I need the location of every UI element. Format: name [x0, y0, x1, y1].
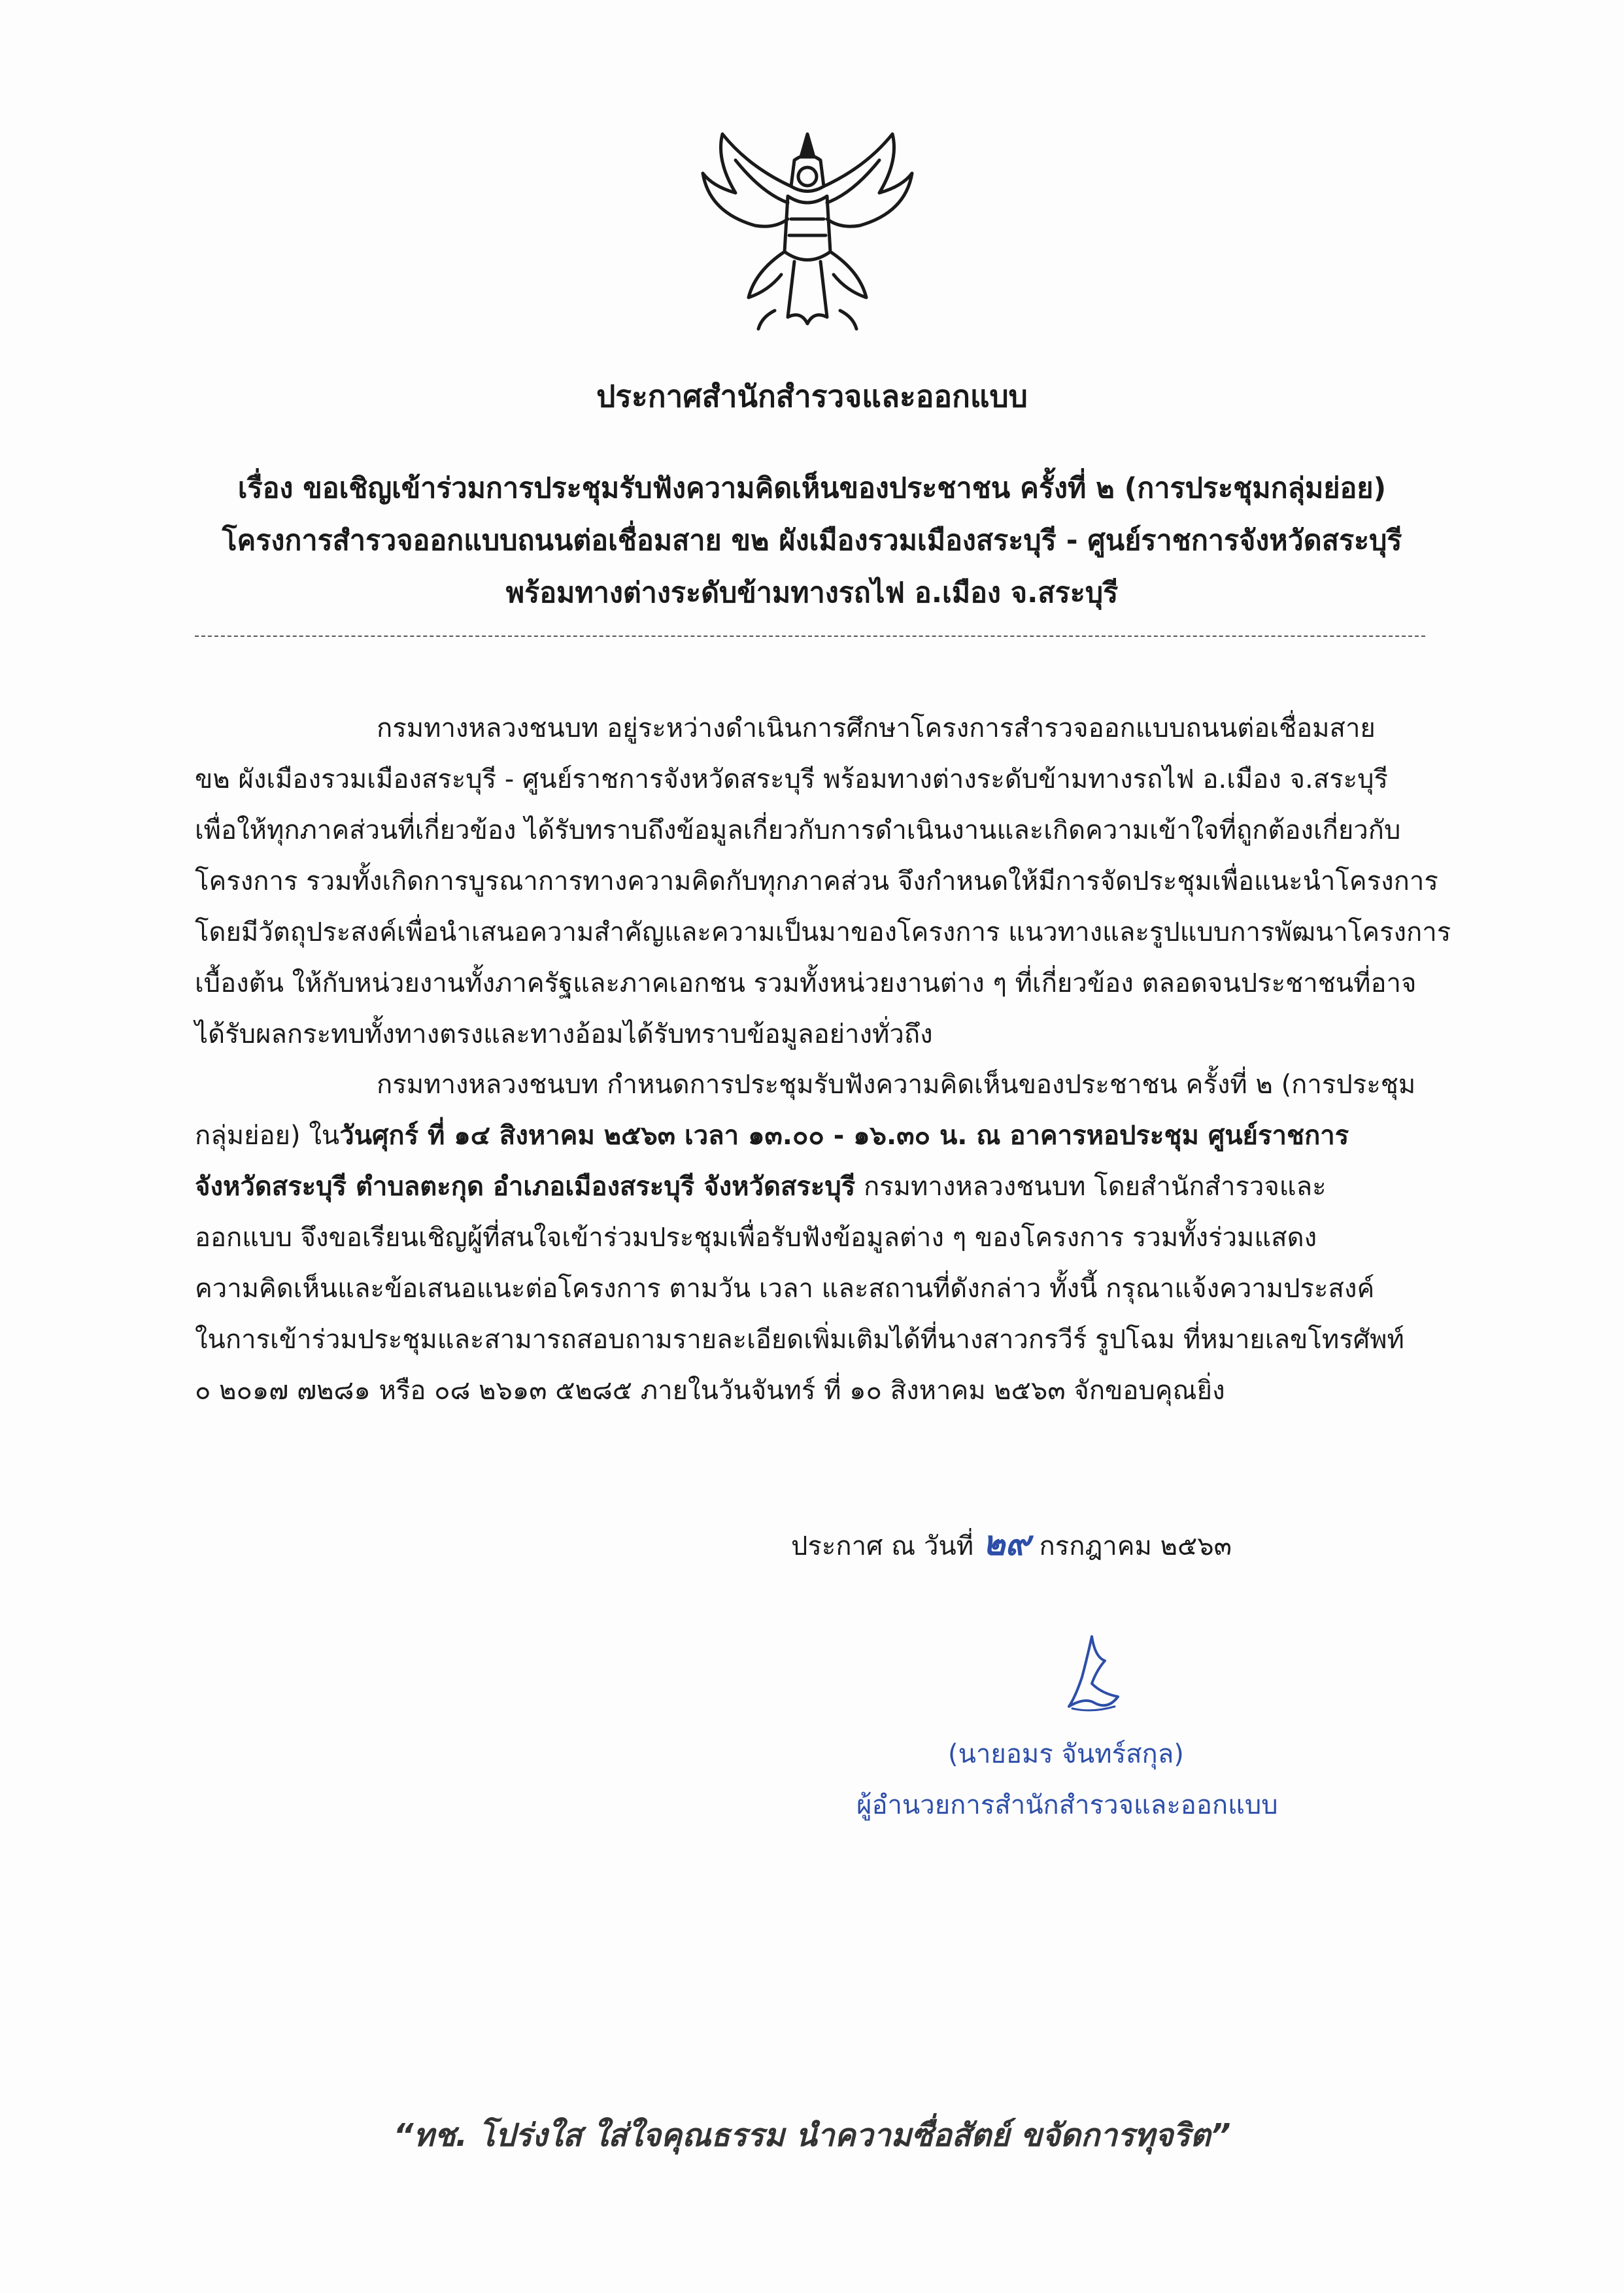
paragraph2-text: กรมทางหลวงชนบท โดยสำนักสำรวจและ — [855, 1172, 1327, 1202]
signatory-name: (นายอมร จันทร์สกุล) — [948, 1739, 1184, 1769]
department-motto: “ทช. โปร่งใส ใส่ใจคุณธรรม นำความซื่อสัตย์ ขจัดการทุจริต” — [393, 2117, 1231, 2154]
garuda-emblem — [696, 121, 919, 333]
paragraph1-line: เพื่อให้ทุกภาคส่วนที่เกี่ยวข้อง ได้รับทราบถึงข้อมูลเกี่ยวกับการดำเนินงานและเกิดความเข้าใจที่ถูกต้องเกี่ยวกับ — [195, 815, 1401, 845]
paragraph2-line: ความคิดเห็นและข้อเสนอแนะต่อโครงการ ตามวัน เวลา และสถานที่ดังกล่าว ทั้งนี้ กรุณาแจ้งความประสงค์ — [195, 1274, 1375, 1304]
date-day-handwritten: ๒๙ — [983, 1524, 1030, 1563]
paragraph2-line — [195, 1161, 1425, 1212]
paragraph2-line: ๐ ๒๐๑๗ ๗๒๘๑ หรือ ๐๘ ๒๖๑๓ ๕๒๘๕ ภายในวันจันทร์ ที่ ๑๐ สิงหาคม ๒๕๖๓ จักขอบคุณยิ่ง — [195, 1376, 1225, 1406]
paragraph1-line: ข๒ ผังเมืองรวมเมืองสระบุรี - ศูนย์ราชการจังหวัดสระบุรี พร้อมทางต่างระดับข้ามทางรถไฟ อ.เมือง จ.สระบุรี — [195, 764, 1388, 794]
paragraph2-text: กลุ่มย่อย) ใน — [195, 1121, 340, 1151]
paragraph2-line: ออกแบบ จึงขอเรียนเชิญผู้ที่สนใจเข้าร่วมประชุมเพื่อรับฟังข้อมูลต่าง ๆ ของโครงการ รวมทั้งร่วมแสดง — [195, 1223, 1317, 1253]
paragraph1-line: โครงการ รวมทั้งเกิดการบูรณาการทางความคิดกับทุกภาคส่วน จึงกำหนดให้มีการจัดประชุมเพื่อแนะนำโครงการ — [195, 866, 1438, 896]
paragraph-introduction — [195, 703, 1451, 1060]
signatory-position: ผู้อำนวยการสำนักสำรวจและออกแบบ — [856, 1790, 1278, 1820]
document-title: ประกาศสำนักสำรวจและออกแบบ — [596, 379, 1028, 414]
handwritten-signature — [1056, 1631, 1128, 1716]
paragraph1-line: ได้รับผลกระทบทั้งทางตรงและทางอ้อมได้รับทราบข้อมูลอย่างทั่วถึง — [195, 1019, 933, 1049]
date-prefix: ประกาศ ณ วันที่ — [791, 1531, 974, 1561]
subject-line-1: เรื่อง ขอเชิญเข้าร่วมการประชุมรับฟังความคิดเห็นของประชาชน ครั้งที่ ๒ (การประชุมกลุ่มย่อย) — [237, 472, 1387, 505]
announcement-date — [791, 1516, 1232, 1570]
paragraph-meeting-details — [195, 1059, 1425, 1416]
paragraph1-line: เบื้องต้น ให้กับหน่วยงานทั้งภาครัฐและภาคเอกชน รวมทั้งหน่วยงานต่าง ๆ ที่เกี่ยวข้อง ตลอดจนประชาชนที่อาจ — [195, 968, 1417, 998]
subject-line-2: โครงการสำรวจออกแบบถนนต่อเชื่อมสาย ข๒ ผังเมืองรวมเมืองสระบุรี - ศูนย์ราชการจังหวัดสระบุรี — [222, 524, 1402, 557]
date-month-year: กรกฎาคม ๒๕๖๓ — [1039, 1531, 1232, 1561]
paragraph2-line: ในการเข้าร่วมประชุมและสามารถสอบถามรายละเอียดเพิ่มเติมได้ที่นางสาวกรวีร์ รูปโฉม ที่หมายเลขโทรศัพท์ — [195, 1325, 1404, 1355]
paragraph1-line: โดยมีวัตถุประสงค์เพื่อนำเสนอความสำคัญและความเป็นมาของโครงการ แนวทางและรูปแบบการพัฒนาโครงการ — [195, 917, 1451, 947]
paragraph2-line — [195, 1110, 1425, 1161]
paragraph1-line: กรมทางหลวงชนบท อยู่ระหว่างดำเนินการศึกษาโครงการสำรวจออกแบบถนนต่อเชื่อมสาย — [377, 713, 1376, 743]
meeting-location: จังหวัดสระบุรี ตำบลตะกุด อำเภอเมืองสระบุรี จังหวัดสระบุรี — [195, 1172, 856, 1202]
dashed-divider — [195, 636, 1425, 637]
subject-line-3: พร้อมทางต่างระดับข้ามทางรถไฟ อ.เมือง จ.สระบุรี — [505, 577, 1119, 609]
meeting-datetime: วันศุกร์ ที่ ๑๔ สิงหาคม ๒๕๖๓ เวลา ๑๓.๐๐ - ๑๖.๓๐ น. ณ อาคารหอประชุม ศูนย์ราชการ — [339, 1121, 1349, 1151]
paragraph2-line: กรมทางหลวงชนบท กำหนดการประชุมรับฟังความคิดเห็นของประชาชน ครั้งที่ ๒ (การประชุม — [377, 1070, 1416, 1100]
